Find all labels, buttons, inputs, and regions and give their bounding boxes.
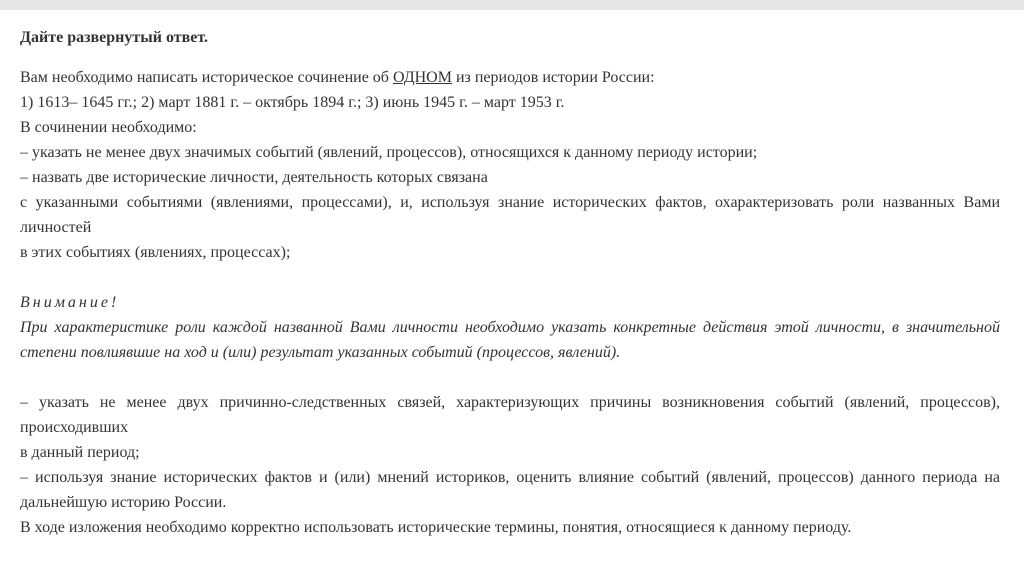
requirement-2-line-2: с указанными событиями (явлениями, процессами), и, используя знание исторических фактов, охарактеризовать роли названных Вами личностей: [20, 194, 1000, 236]
closing-line: В ходе изложения необходимо корректно использовать исторические термины, понятия, относящиеся к данному периоду.: [20, 519, 852, 536]
intro-after: из периодов истории России:: [451, 69, 655, 86]
intro-underlined: ОДНОМ: [392, 69, 452, 86]
spacer: [20, 50, 1000, 65]
requirement-3-line-2: в данный период;: [20, 444, 140, 461]
intro-line: [20, 65, 1000, 90]
requirement-1: – указать не менее двух значимых событий (явлений, процессов), относящихся к данному периоду истории;: [20, 144, 758, 161]
requirement-2-line-3: в этих событиях (явлениях, процессах);: [20, 244, 291, 261]
intro-before: Вам необходимо написать историческое сочинение об: [20, 69, 393, 86]
spacer: [20, 365, 1000, 390]
requirement-2-line-1: – назвать две исторические личности, деятельность которых связана: [20, 169, 488, 186]
requirement-4: – используя знание исторических фактов и (или) мнений историков, оценить влияние событий (явлений, процессов) данного периода на дальнейшую историю России.: [20, 469, 1000, 511]
requirement-3-line-1: – указать не менее двух причинно-следственных связей, характеризующих причины возникновения событий (явлений, процессов), происходивших: [20, 394, 1000, 436]
attention-heading: Внимание!: [20, 294, 120, 311]
requirement-heading: В сочинении необходимо:: [20, 119, 197, 136]
attention-text: При характеристике роли каждой названной Вами личности необходимо указать конкретные действия этой личности, в значительной степени повлиявшие на ход и (или) результат указанных событий (процессов, явлений).: [20, 319, 1000, 361]
task-content: [20, 25, 1000, 540]
spacer: [20, 265, 1000, 290]
task-title: Дайте развернутый ответ.: [20, 29, 208, 46]
top-bar: [0, 0, 1024, 10]
periods-line: 1) 1613– 1645 гг.; 2) март 1881 г. – октябрь 1894 г.; 3) июнь 1945 г. – март 1953 г.: [20, 94, 565, 111]
